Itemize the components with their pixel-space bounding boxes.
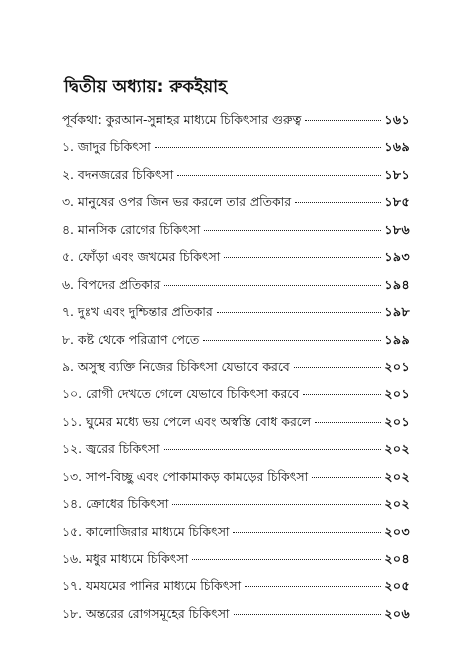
toc-entry-page-number: ১৬১ bbox=[384, 112, 410, 127]
toc-entry-label: ১১. ঘুমের মধ্যে ভয় পেলে এবং অস্বস্তি বোধ করলে bbox=[62, 413, 311, 429]
dotted-leader bbox=[203, 339, 381, 341]
toc-entry bbox=[62, 106, 410, 133]
toc-entry-page-number: ১৯৮ bbox=[384, 304, 410, 320]
dotted-leader bbox=[224, 256, 381, 258]
toc-entry-label: ৩. মানুষের ওপর জিন ভর করলে তার প্রতিকার bbox=[62, 194, 292, 210]
dotted-leader bbox=[245, 585, 381, 587]
toc-entry bbox=[62, 572, 410, 599]
dotted-leader bbox=[294, 366, 382, 368]
toc-entry-page-number: ২০২ bbox=[384, 468, 410, 484]
dotted-leader bbox=[192, 558, 381, 560]
toc-entry bbox=[62, 380, 410, 407]
toc-entry-page-number: ২০৬ bbox=[384, 605, 410, 621]
dotted-leader bbox=[155, 146, 382, 148]
toc-entry-label: ১৮. অন্তরের রোগসমূহের চিকিৎসা bbox=[62, 605, 230, 621]
toc-entry-label: ২. বদনজরের চিকিৎসা bbox=[62, 166, 174, 182]
toc-entry bbox=[62, 518, 410, 545]
toc-entry-page-number: ১৯৯ bbox=[384, 331, 410, 347]
toc-entry bbox=[62, 216, 410, 243]
toc-entry bbox=[62, 326, 410, 353]
dotted-leader bbox=[172, 503, 381, 505]
toc-entry bbox=[62, 545, 410, 572]
dotted-leader bbox=[164, 448, 382, 450]
toc-entry bbox=[62, 600, 410, 627]
toc-entry-page-number: ২০৩ bbox=[384, 523, 410, 539]
toc-entry-page-number: ১৮১ bbox=[384, 166, 410, 182]
chapter-title: দ্বিতীয় অধ্যায়: রুকইয়াহ bbox=[64, 77, 228, 97]
toc-entry-page-number: ২০১ bbox=[384, 358, 410, 374]
dotted-leader bbox=[217, 311, 382, 313]
toc-entry bbox=[62, 271, 410, 298]
toc-entry bbox=[62, 435, 410, 462]
toc-entry bbox=[62, 408, 410, 435]
toc-entry bbox=[62, 161, 410, 188]
toc-entry-page-number: ১৬৯ bbox=[384, 139, 410, 155]
toc-entry-page-number: ২০৪ bbox=[384, 551, 410, 566]
dotted-leader bbox=[315, 421, 381, 423]
toc-entry bbox=[62, 133, 410, 160]
toc-entry-label: ১৩. সাপ-বিচ্ছু এবং পোকামাকড় কামড়ের চিকিৎসা bbox=[62, 468, 309, 484]
toc-entry-page-number: ২০১ bbox=[384, 413, 410, 429]
toc-entry-page-number: ১৯৪ bbox=[384, 276, 410, 292]
dotted-leader bbox=[312, 476, 381, 478]
toc-entry-label: ১৪. ক্রোধের চিকিৎসা bbox=[62, 496, 169, 512]
dotted-leader bbox=[233, 531, 381, 533]
toc-entry-page-number: ২০১ bbox=[384, 386, 410, 402]
toc-entry-label: ৮. কষ্ট থেকে পরিত্রাণ পেতে bbox=[62, 331, 200, 347]
toc-entry bbox=[62, 243, 410, 270]
toc-entry-label: ১. জাদুর চিকিৎসা bbox=[62, 139, 151, 155]
toc-entry bbox=[62, 490, 410, 517]
toc-entry-page-number: ১৯৩ bbox=[384, 249, 410, 265]
toc-entry-label: ৯. অসুস্থ ব্যক্তি নিজের চিকিৎসা যেভাবে করবে bbox=[62, 358, 290, 374]
dotted-leader bbox=[303, 393, 381, 395]
table-of-contents bbox=[62, 106, 410, 627]
toc-entry-label: ৭. দুঃখ এবং দুশ্চিন্তার প্রতিকার bbox=[62, 304, 213, 320]
toc-entry-label: ১৭. যমযমের পানির মাধ্যমে চিকিৎসা bbox=[62, 578, 242, 594]
toc-entry-label: ১৬. মধুর মাধ্যমে চিকিৎসা bbox=[62, 551, 189, 566]
dotted-leader bbox=[305, 119, 381, 121]
dotted-leader bbox=[295, 201, 381, 203]
toc-entry-label: ১৫. কালোজিরার মাধ্যমে চিকিৎসা bbox=[62, 523, 230, 539]
toc-entry-label: ৫. ফোঁড়া এবং জখমের চিকিৎসা bbox=[62, 249, 221, 265]
toc-entry-label: পূর্বকথা: কুরআন-সুন্নাহর মাধ্যমে চিকিৎসার গুরুত্ব bbox=[62, 112, 302, 127]
toc-entry bbox=[62, 188, 410, 215]
toc-entry-page-number: ২০২ bbox=[384, 496, 410, 512]
toc-entry bbox=[62, 353, 410, 380]
toc-entry-label: ১২. জ্বরের চিকিৎসা bbox=[62, 441, 160, 457]
dotted-leader bbox=[234, 613, 382, 615]
toc-entry-label: ৬. বিপদের প্রতিকার bbox=[62, 276, 161, 292]
toc-entry-label: ৪. মানসিক রোগের চিকিৎসা bbox=[62, 221, 201, 237]
dotted-leader bbox=[164, 284, 381, 286]
toc-entry-page-number: ২০২ bbox=[384, 441, 410, 457]
toc-entry bbox=[62, 463, 410, 490]
toc-entry-page-number: ১৮৬ bbox=[384, 221, 410, 237]
dotted-leader bbox=[204, 229, 381, 231]
toc-entry bbox=[62, 298, 410, 325]
toc-entry-label: ১০. রোগী দেখতে গেলে যেভাবে চিকিৎসা করবে bbox=[62, 386, 300, 402]
toc-entry-page-number: ১৮৫ bbox=[384, 194, 410, 210]
dotted-leader bbox=[177, 174, 381, 176]
toc-entry-page-number: ২০৫ bbox=[384, 578, 410, 594]
